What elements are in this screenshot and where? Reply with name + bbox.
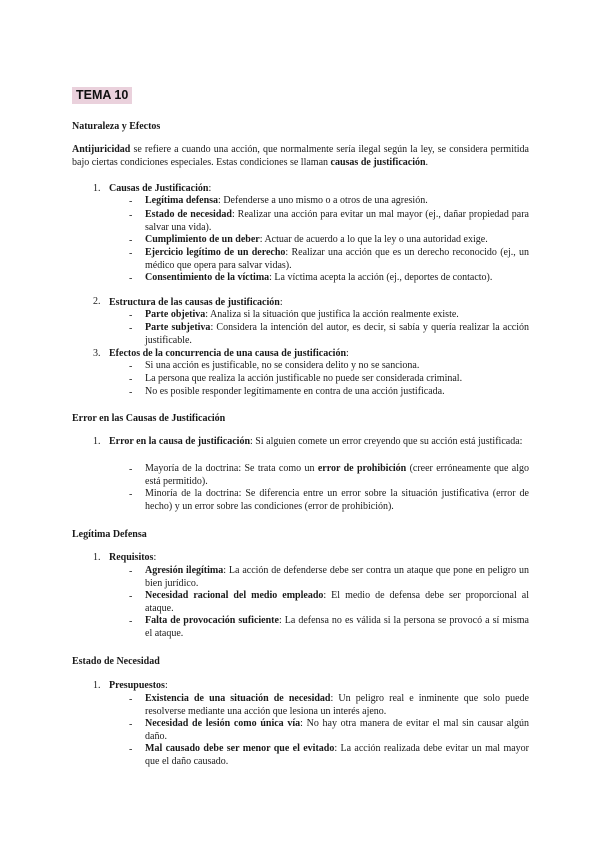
subitem-text: : La víctima acepta la acción (ej., deportes de contacto). bbox=[269, 272, 493, 283]
list-subitem: Si una acción es justificable, no se considera delito y no se sanciona. bbox=[145, 360, 420, 371]
list-subitem bbox=[145, 743, 529, 768]
bullet-dash: - bbox=[129, 719, 133, 730]
bullet-dash: - bbox=[129, 323, 133, 334]
section-heading-legitima: Legítima Defensa bbox=[72, 529, 147, 540]
term-antijuricidad: Antijuricidad bbox=[72, 144, 131, 155]
bullet-dash: - bbox=[129, 361, 133, 372]
item-label: Causas de Justificación bbox=[109, 183, 209, 194]
term-causas: causas de justificación bbox=[330, 157, 426, 168]
subitem-term: Necesidad racional del medio empleado bbox=[145, 590, 324, 601]
page-title: TEMA 10 bbox=[72, 87, 132, 104]
list-subitem bbox=[145, 209, 529, 234]
bullet-dash: - bbox=[129, 591, 133, 602]
list-number: 1. bbox=[93, 680, 101, 691]
list-subitem bbox=[145, 693, 529, 718]
item-rest: : Si alguien comete un error creyendo que su acción está justificada: bbox=[250, 436, 523, 447]
subitem-text: : Realizar una acción que es un derecho reconocido (ej., un médico que opera para salvar vidas). bbox=[145, 247, 529, 271]
list-subitem bbox=[145, 272, 529, 285]
list-subitem bbox=[145, 718, 529, 743]
list-subitem: No es posible responder legítimamente en contra de una acción justificada. bbox=[145, 386, 445, 397]
bullet-dash: - bbox=[129, 566, 133, 577]
section-heading-error: Error en las Causas de Justificación bbox=[72, 413, 226, 424]
subitem-text: : Analiza si la situación que justifica la acción realmente existe. bbox=[205, 309, 459, 320]
bullet-dash: - bbox=[129, 387, 133, 398]
subitem-text: : La acción de defenderse debe ser contra un ataque que pone en peligro un bien jurídico. bbox=[145, 565, 529, 589]
item-rest: : bbox=[208, 183, 212, 194]
subitem-text: : La acción realizada debe evitar un mal mayor que el daño causado. bbox=[145, 743, 529, 767]
bullet-dash: - bbox=[129, 694, 133, 705]
subitem-term: Consentimiento de la víctima bbox=[145, 272, 270, 283]
item-label: Efectos de la concurrencia de una causa de justificación bbox=[109, 348, 347, 359]
subitem-text: : Defenderse a uno mismo o a otros de una agresión. bbox=[218, 195, 428, 206]
bullet-dash: - bbox=[129, 489, 133, 500]
list-item-presupuestos bbox=[109, 679, 529, 692]
list-subitem bbox=[145, 463, 529, 488]
subitem-text: (creer erróneamente que algo está permitido). bbox=[145, 463, 530, 487]
subitem-term: Existencia de una situación de necesidad bbox=[145, 693, 331, 704]
item-rest: : bbox=[279, 297, 283, 308]
list-subitem bbox=[145, 309, 529, 322]
subitem-text: : Considera la intención del autor, es decir, si sabía y quería realizar la acción justificable. bbox=[145, 322, 530, 346]
list-subitem: La persona que realiza la acción justificable no puede ser considerada criminal. bbox=[145, 373, 463, 384]
list-item-efectos bbox=[109, 347, 529, 360]
subitem-term: Falta de provocación suficiente bbox=[145, 615, 279, 626]
item-label: Requisitos bbox=[109, 552, 154, 563]
subitem-term: Parte objetiva bbox=[145, 309, 206, 320]
item-rest: : bbox=[164, 680, 168, 691]
bullet-dash: - bbox=[129, 374, 133, 385]
item-label: Estructura de las causas de justificación bbox=[109, 297, 280, 308]
bullet-dash: - bbox=[129, 248, 133, 259]
list-item-requisitos bbox=[109, 551, 529, 564]
bullet-dash: - bbox=[129, 210, 133, 221]
bullet-dash: - bbox=[129, 464, 133, 475]
subitem-text: : Actuar de acuerdo a lo que la ley o una autoridad exige. bbox=[259, 234, 488, 245]
subitem-term: Estado de necesidad bbox=[145, 209, 232, 220]
item-label: Presupuestos bbox=[109, 680, 165, 691]
section-heading-naturaleza: Naturaleza y Efectos bbox=[72, 121, 161, 132]
subitem-text: : Un peligro real e inminente que solo puede resolverse mediante una acción que lesiona un interés ajeno. bbox=[145, 693, 529, 717]
subitem-text: : La defensa no es válida si la persona se provocó a sí misma el ataque. bbox=[145, 615, 529, 639]
subitem-text: : Realizar una acción para evitar un mal mayor (ej., dañar propiedad para salvar una vida). bbox=[145, 209, 529, 233]
list-number: 1. bbox=[93, 436, 101, 447]
subitem-term: Mal causado debe ser menor que el evitado bbox=[145, 743, 335, 754]
list-subitem bbox=[145, 322, 529, 347]
subitem-term: Legítima defensa bbox=[145, 195, 219, 206]
bullet-dash: - bbox=[129, 744, 133, 755]
item-rest: : bbox=[153, 552, 157, 563]
list-number: 1. bbox=[93, 552, 101, 563]
bullet-dash: - bbox=[129, 616, 133, 627]
intro-paragraph bbox=[72, 143, 529, 169]
subitem-term: Agresión ilegítima bbox=[145, 565, 224, 576]
list-number: 3. bbox=[93, 348, 101, 359]
list-subitem bbox=[145, 565, 529, 590]
subitem-term: Ejercicio legítimo de un derecho bbox=[145, 247, 286, 258]
subitem-term: Cumplimiento de un deber bbox=[145, 234, 260, 245]
bullet-dash: - bbox=[129, 235, 133, 246]
list-subitem bbox=[145, 234, 529, 247]
intro-end: . bbox=[425, 157, 429, 168]
list-item-error bbox=[109, 435, 529, 448]
list-subitem bbox=[145, 615, 529, 640]
item-rest: : bbox=[346, 348, 349, 359]
subitem-text: : No hay otra manera de evitar el mal sin causar algún daño. bbox=[145, 718, 530, 742]
section-heading-estado: Estado de Necesidad bbox=[72, 656, 160, 667]
bullet-dash: - bbox=[129, 273, 133, 284]
subitem-term: error de prohibición bbox=[317, 463, 407, 474]
list-item-causas bbox=[109, 182, 529, 195]
list-subitem bbox=[145, 247, 529, 272]
bullet-dash: - bbox=[129, 196, 133, 207]
list-number: 1. bbox=[93, 183, 101, 194]
subitem-term: Parte subjetiva bbox=[145, 322, 211, 333]
subitem-term: Necesidad de lesión como única vía bbox=[145, 718, 301, 729]
bullet-dash: - bbox=[129, 310, 133, 321]
item-label: Error en la causa de justificación bbox=[109, 436, 251, 447]
list-subitem: Minoría de la doctrina: Se diferencia entre un error sobre la situación justificativa (error de hecho) y un error sobre las condiciones (error de prohibición). bbox=[145, 488, 529, 512]
list-item-estructura bbox=[109, 296, 529, 309]
intro-text: se refiere a cuando una acción, que normalmente sería ilegal según la ley, se considera permitida bajo ciertas condiciones especiales. Estas condiciones se llaman bbox=[72, 144, 529, 168]
list-number: 2. bbox=[93, 296, 101, 307]
subitem-text: Mayoría de la doctrina: Se trata como un bbox=[145, 463, 318, 474]
subitem-text: : El medio de defensa debe ser proporcional al ataque. bbox=[145, 590, 529, 614]
list-subitem bbox=[145, 195, 529, 208]
list-subitem bbox=[145, 590, 529, 615]
